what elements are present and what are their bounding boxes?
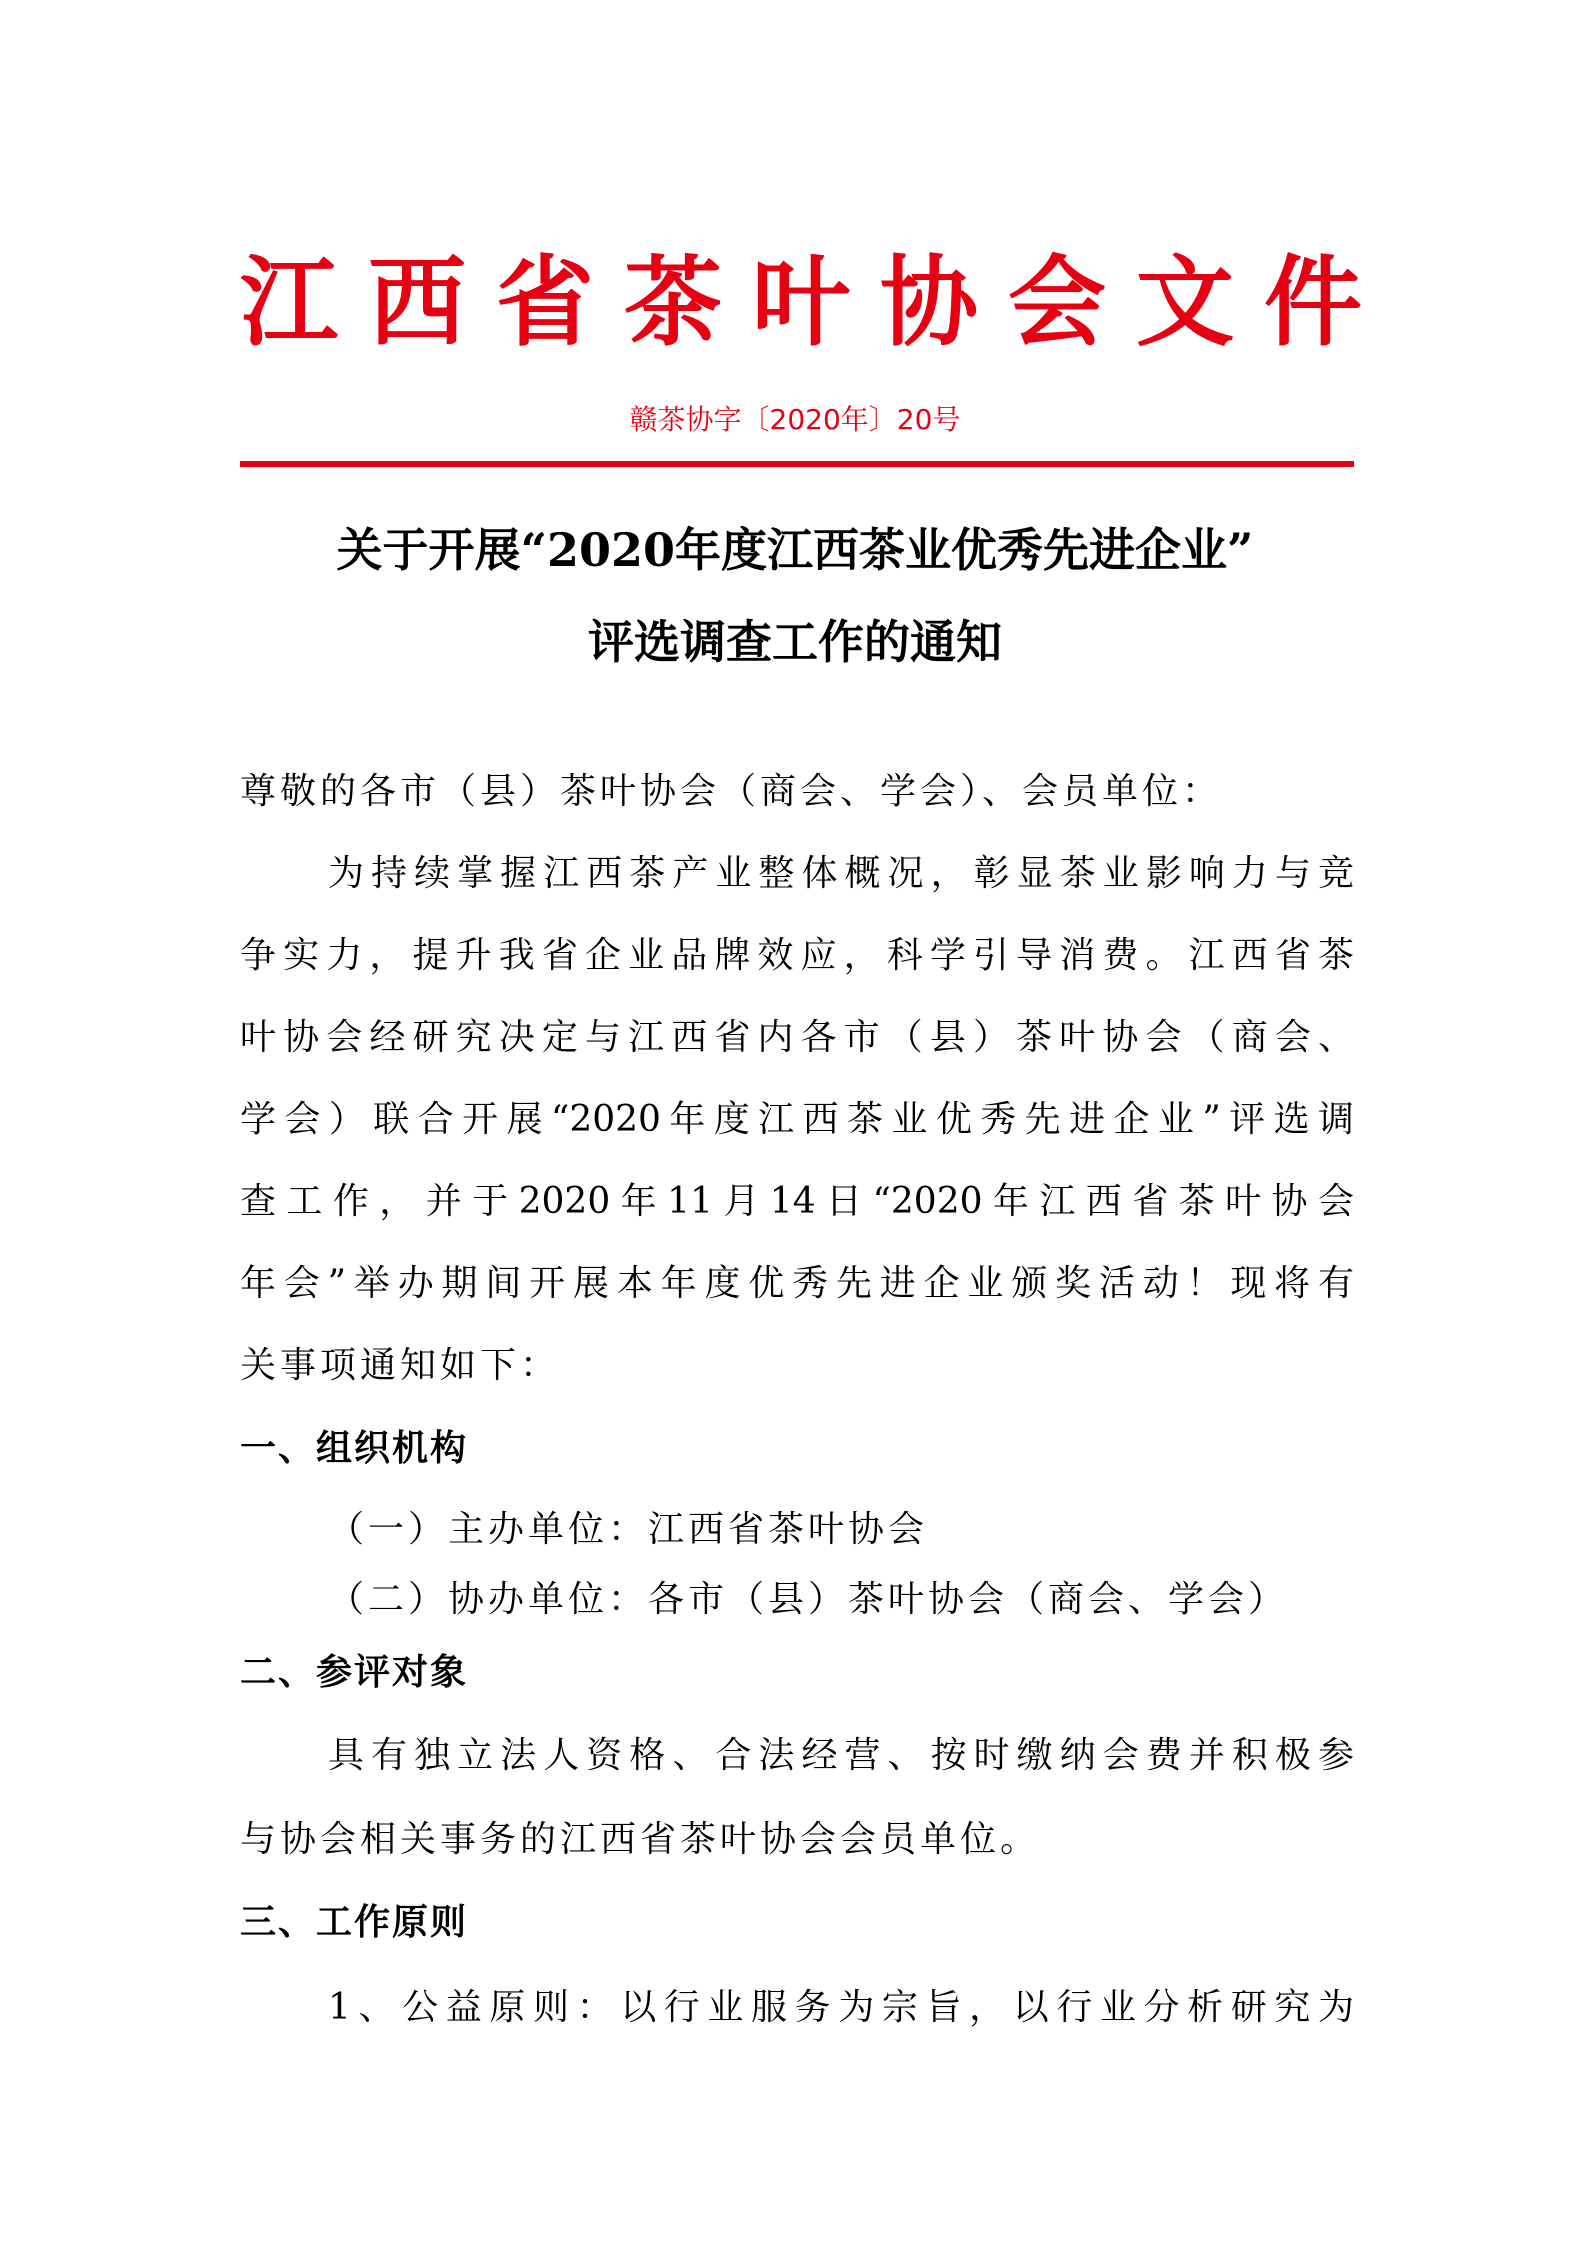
red-divider <box>240 461 1354 467</box>
paragraph-line: 为持续掌握江西茶产业整体概况，彰显茶业影响力与竞 <box>328 853 1354 894</box>
paragraph-line: 争实力，提升我省企业品牌效应，科学引导消费。江西省茶 <box>240 935 1354 976</box>
paragraph-line: 关事项通知如下： <box>240 1345 561 1386</box>
organization-item: （一）主办单位：江西省茶叶协会 <box>328 1509 929 1550</box>
notice-title-line-2: 评选调查工作的通知 <box>588 615 1002 669</box>
paragraph-line: 与协会相关事务的江西省茶叶协会会员单位。 <box>240 1819 1041 1860</box>
notice-title-line-1: 关于开展“2020年度江西茶业优秀先进企业” <box>336 523 1254 577</box>
section-heading-organization: 一、组织机构 <box>240 1427 469 1469</box>
salutation: 尊敬的各市（县）茶叶协会（商会、学会）、会员单位： <box>240 771 1223 812</box>
paragraph-line: 学会）联合开展“2020年度江西茶业优秀先进企业”评选调 <box>240 1099 1354 1140</box>
paragraph-line: 1、公益原则：以行业服务为宗旨，以行业分析研究为 <box>328 1987 1354 2028</box>
section-heading-principles: 三、工作原则 <box>240 1901 469 1943</box>
document-header-title: 江西省茶叶协会文件 <box>240 245 1393 360</box>
document-number: 赣茶协字〔2020年〕20号 <box>629 403 961 436</box>
paragraph-line: 查工作，并于2020年11月14日“2020年江西省茶叶协会 <box>240 1181 1354 1222</box>
paragraph-line: 具有独立法人资格、合法经营、按时缴纳会费并积极参 <box>328 1735 1354 1776</box>
paragraph-line: 年会”举办期间开展本年度优秀先进企业颁奖活动！现将有 <box>240 1263 1354 1304</box>
organization-item: （二）协办单位：各市（县）茶叶协会（商会、学会） <box>328 1579 1289 1620</box>
section-heading-participants: 二、参评对象 <box>240 1651 469 1693</box>
paragraph-line: 叶协会经研究决定与江西省内各市（县）茶叶协会（商会、 <box>240 1017 1354 1058</box>
